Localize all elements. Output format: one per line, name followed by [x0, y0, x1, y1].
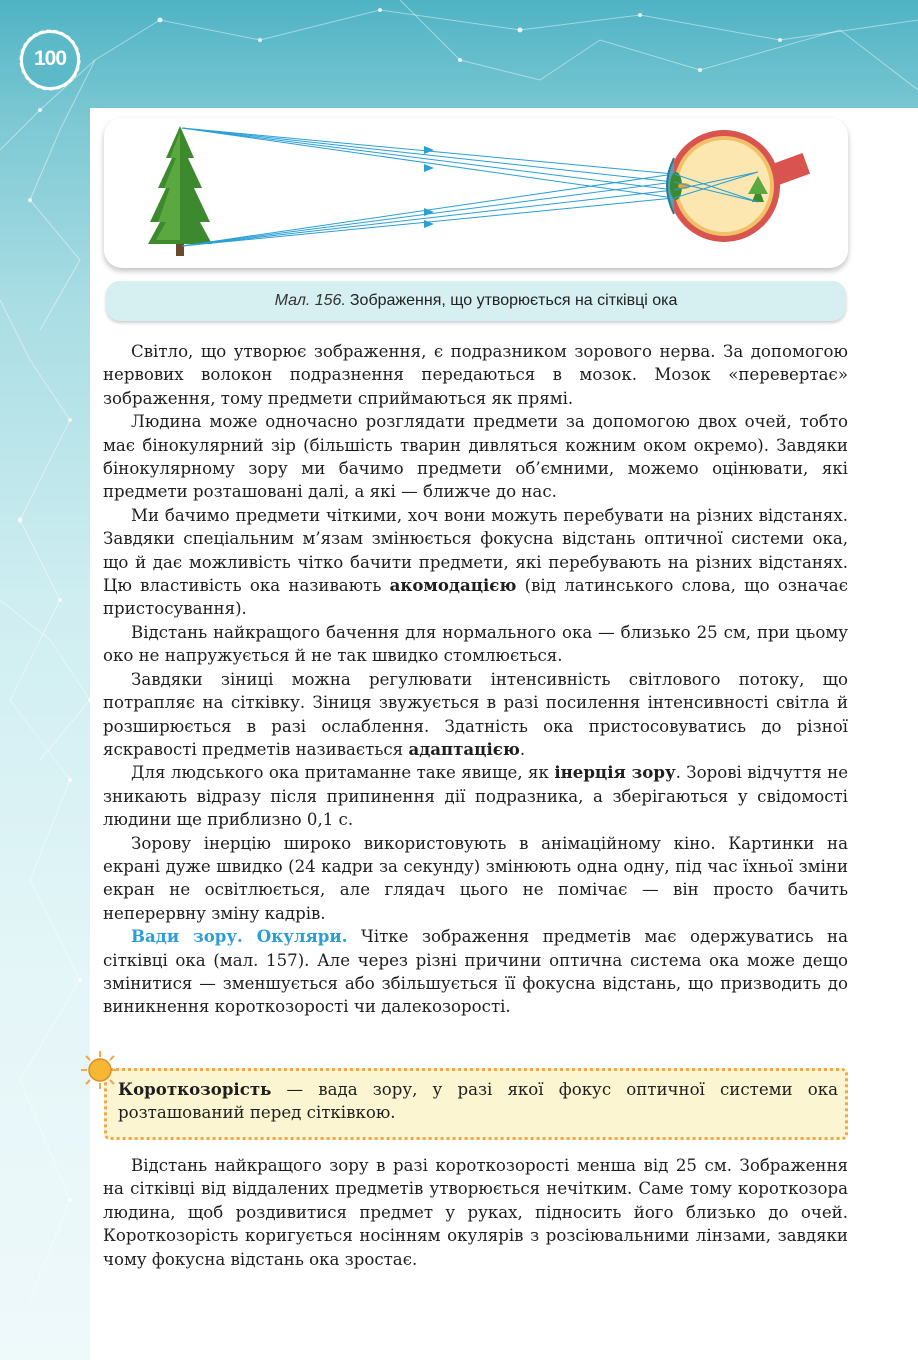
section-heading: Вади зору. Окуляри. [131, 926, 348, 947]
figure-label: Мал. 156. [274, 292, 346, 309]
paragraph-3: Ми бачимо предмети чіткими, хоч вони можуть перебувати на різних відстанях. Завдяки спеціальним м’язам змінюється фокусна відстань оптичної системи ока, що й дає можливість чітко бачити предмети, які перебувають на різних відстанях. Цю властивість ока називають акомодацією (від латинського слова, що означає пристосування). [103, 505, 848, 619]
spruce-tree-icon [148, 126, 212, 256]
eye-cross-section-icon [667, 130, 810, 242]
page-number: 100 [33, 47, 67, 70]
figure-156-illustration [104, 118, 848, 268]
paragraph-2: Людина може одночасно розглядати предмети за допомогою двох очей, тобто має бінокулярний зір (більшість тварин дивляться кожним оком окремо). Завдяки бінокулярному зору ми бачимо предмети об’ємними, можемо оцінювати, які предмети розташовані далі, а які — ближче до нас. [103, 412, 848, 502]
term-accommodation: акомодацією [389, 575, 517, 596]
paragraph-1: Світло, що утворює зображення, є подразником зорового нерва. За допомогою нервових волокон подразнення передаються в мозок. Мозок «перевертає» зображення, тому предмети сприймаються як прямі. [103, 342, 848, 408]
definition-text: Короткозорість — вада зору, у разі якої фокус оптичної системи ока розташований перед сітківкою. [118, 1079, 838, 1123]
body-text [103, 340, 848, 1019]
paragraph-9: Відстань найкращого зору в разі короткозорості менша від 25 см. Зображення на сітківці від віддалених предметів утворюється нечітким. Саме тому короткозора людина, щоб роздивитися предмет у руках, підносить його близько до очей. Короткозорість коригується носінням окулярів з розсіювальними лінзами, завдяки чому фокусна відстань ока зростає. [103, 1156, 848, 1269]
term-adaptation: адаптацією [408, 738, 520, 759]
paragraph-8: Вади зору. Окуляри. Чітке зображення предметів має одержуватись на сітківці ока (мал. 157). Але через різні причини оптична система ока може дещо змінитися — зменшується або збільшується її фокусна відстань, що призводить до виникнення короткозорості чи далекозорості. [103, 926, 848, 1017]
sun-icon [80, 1050, 120, 1090]
paragraph-6: Для людського ока притаманне таке явище, як інерція зору. Зорові відчуття не зникають відразу після припинення дії подразника, а зберігаються у свідомості людини ще приблизно 0,1 с. [103, 762, 849, 830]
term-myopia: Короткозорість [118, 1079, 272, 1099]
paragraph-7: Зорову інерцію широко використовують в анімаційному кіно. Картинки на екрані дуже швидко (24 кадри за секунду) змінюють одна одну, під час їхньої зміни екран не освітлюється, але глядач цього не помічає — він просто бачить неперервну зміну кадрів. [103, 833, 848, 923]
paragraph-5: Завдяки зіниці можна регулювати інтенсивність світлового потоку, що потрапляє на сітківку. Зіниця звужується в разі посилення інтенсивності світла й розширюється в разі ослаблення. Здатність ока пристосовуватись до різної яскравості предметів називається адаптацією. [103, 669, 848, 759]
body-text-2 [103, 1154, 848, 1271]
term-visual-inertia: інерція зору [554, 762, 676, 783]
figure-caption [106, 281, 846, 321]
figure-caption-text: Зображення, що утворюється на сітківці ока [349, 292, 678, 309]
paragraph-4: Відстань найкращого бачення для нормального ока — близько 25 см, при цьому око не напружується й не так швидко стомлюється. [103, 622, 848, 666]
